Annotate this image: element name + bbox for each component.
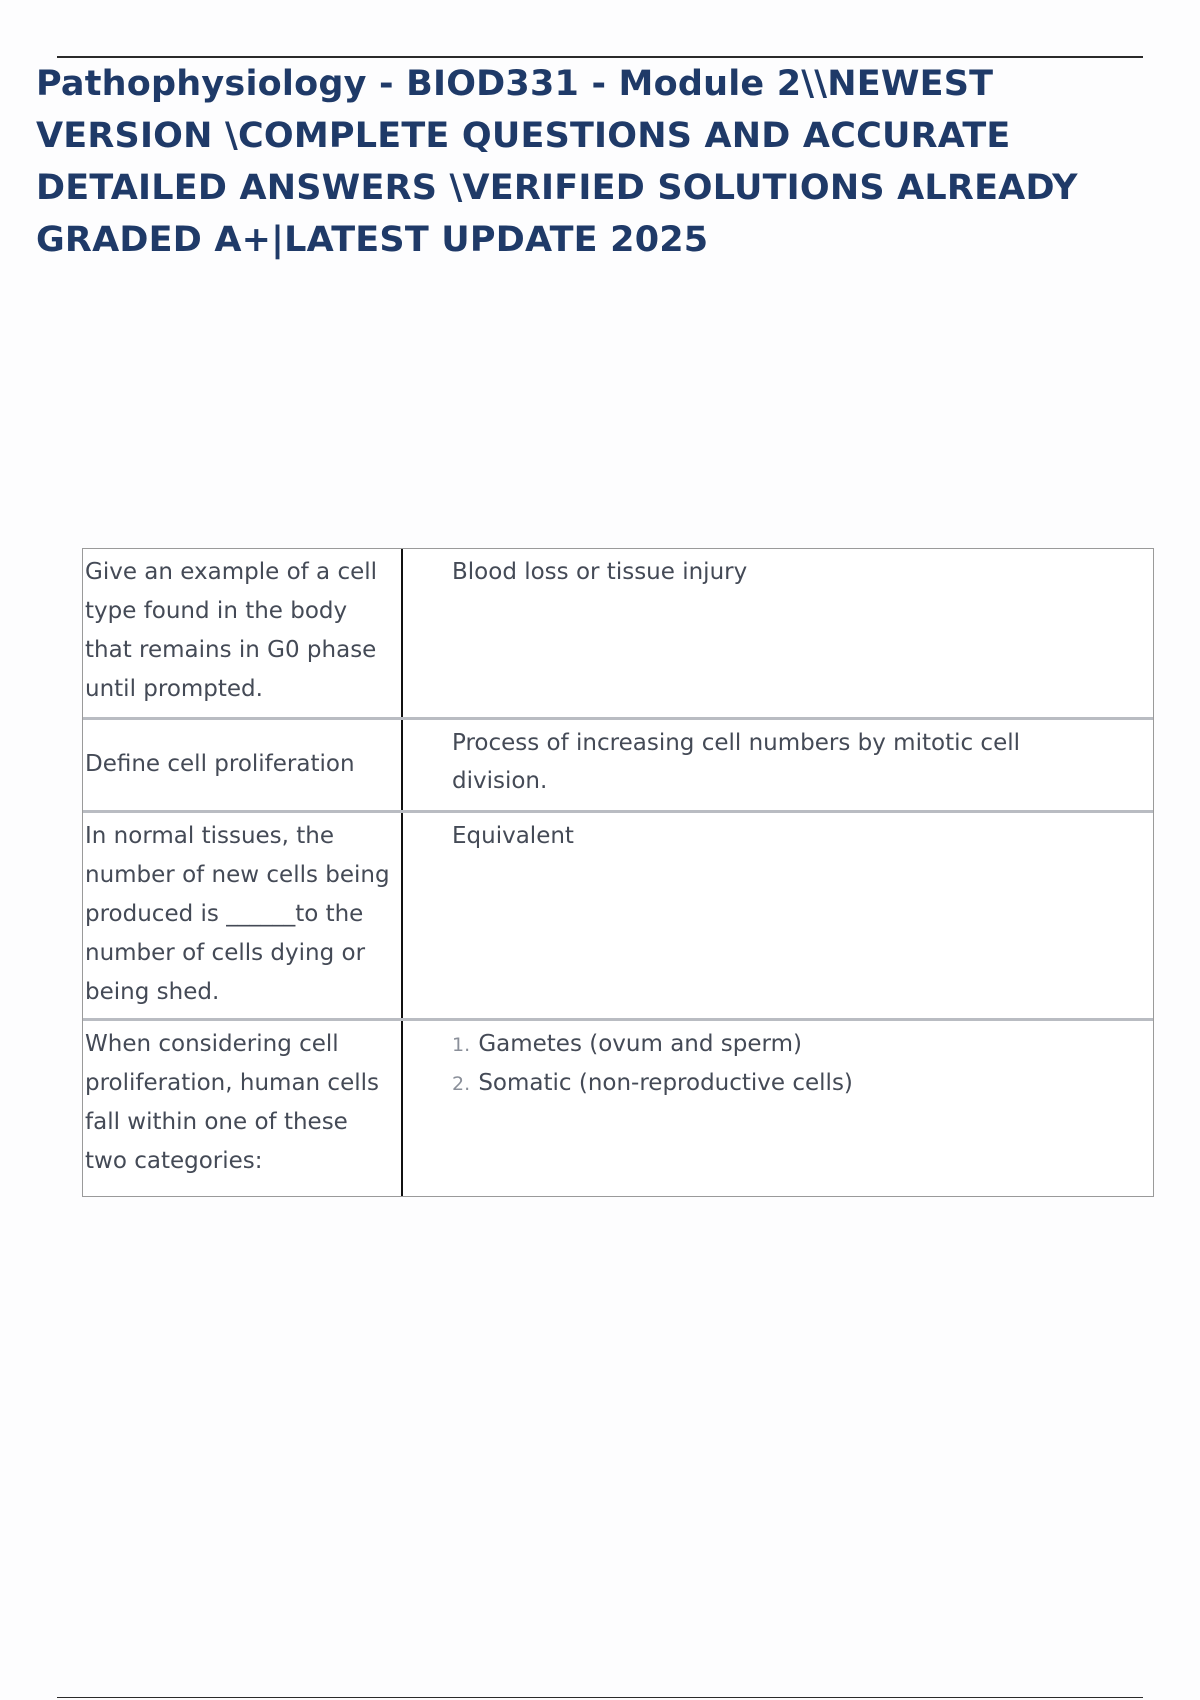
table-row xyxy=(83,813,1153,1021)
list-item xyxy=(452,1025,1113,1064)
list-number: 2. xyxy=(452,1073,471,1095)
question-cell: In normal tissues, the number of new cells being produced is ______to the number of cells dying or being shed. xyxy=(83,813,403,1018)
table-row xyxy=(83,720,1153,813)
list-number: 1. xyxy=(452,1034,471,1056)
list-item-text: Gametes (ovum and sperm) xyxy=(478,1031,802,1057)
list-item-text: Somatic (non-reproductive cells) xyxy=(478,1070,853,1096)
table-row xyxy=(83,1021,1153,1196)
document-title: Pathophysiology - BIOD331 - Module 2\\NEWEST VERSION \COMPLETE QUESTIONS AND ACCURATE DETAILED ANSWERS \VERIFIED SOLUTIONS ALREADY GRADED A+|LATEST UPDATE 2025 xyxy=(36,64,1078,260)
question-cell: When considering cell proliferation, human cells fall within one of these two categories: xyxy=(83,1021,403,1196)
answer-list xyxy=(452,1025,1113,1103)
question-cell: Define cell proliferation xyxy=(83,720,403,810)
answer-cell: Blood loss or tissue injury xyxy=(452,559,748,585)
table-row xyxy=(83,549,1153,720)
question-cell: Give an example of a cell type found in the body that remains in G0 phase until prompted. xyxy=(83,549,403,717)
answer-cell xyxy=(403,1021,1153,1196)
answer-cell: Equivalent xyxy=(452,823,574,849)
footer-rule xyxy=(57,1697,1143,1698)
qa-table xyxy=(82,548,1154,1197)
list-item xyxy=(452,1064,1113,1103)
answer-cell: Process of increasing cell numbers by mitotic cell division. xyxy=(452,730,1021,794)
